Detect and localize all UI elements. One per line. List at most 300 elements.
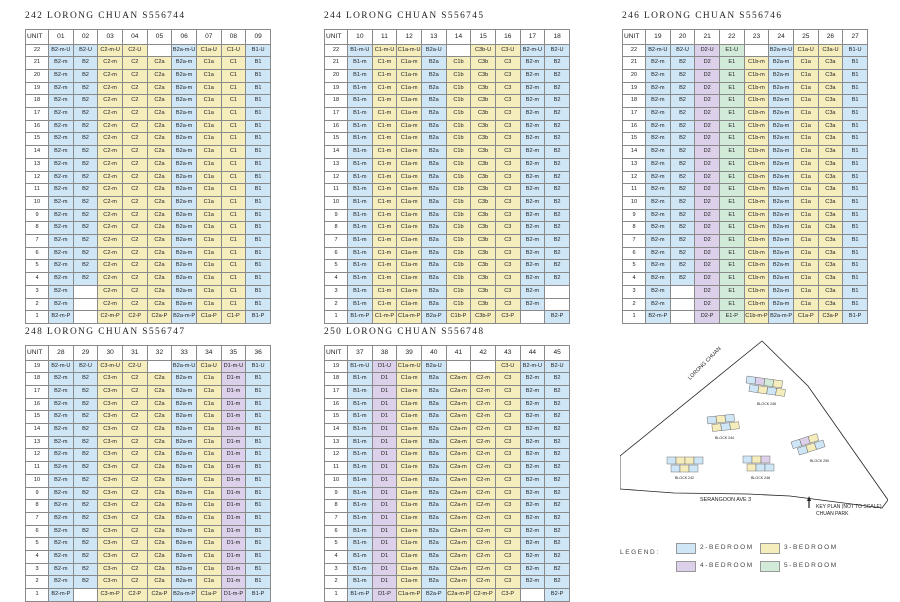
- unit-type-cell: D2-P: [695, 311, 720, 324]
- unit-type-cell: B2-m: [520, 95, 545, 108]
- unit-type-cell: C1b: [446, 196, 471, 209]
- unit-type-cell: B2a: [421, 474, 446, 487]
- unit-type-cell: C2-m: [471, 525, 496, 538]
- unit-type-cell: C3b: [471, 235, 496, 248]
- unit-type-cell: B2-m: [646, 273, 671, 286]
- unit-type-cell: C1a-m: [397, 285, 422, 298]
- unit-type-cell: B2a: [421, 285, 446, 298]
- unit-type-cell: C1-m: [372, 260, 397, 273]
- unit-type-cell: C3: [495, 487, 520, 500]
- unit-type-cell: B2: [545, 462, 570, 475]
- unit-type-cell: C1-m: [372, 158, 397, 171]
- unit-type-cell: B2: [73, 538, 98, 551]
- unit-type-cell: B2-m: [49, 158, 74, 171]
- unit-type-cell: C1: [221, 120, 246, 133]
- unit-type-cell: C3: [495, 500, 520, 513]
- unit-type-cell: C2: [122, 298, 147, 311]
- unit-type-cell: B2: [545, 424, 570, 437]
- floor-number: 14: [325, 146, 348, 159]
- unit-type-cell: C2-m: [98, 298, 123, 311]
- floor-number: 11: [325, 184, 348, 197]
- unit-type-cell: C1a: [196, 69, 221, 82]
- floor-row: [623, 146, 868, 159]
- unit-type-cell: B2: [73, 474, 98, 487]
- unit-type-cell: B2: [545, 551, 570, 564]
- unit-type-cell: B2a: [421, 449, 446, 462]
- unit-type-cell: C2: [122, 385, 147, 398]
- floor-row: [26, 474, 271, 487]
- unit-type-cell: C1-m: [372, 133, 397, 146]
- floor-row: [623, 82, 868, 95]
- unit-type-cell: C3: [495, 247, 520, 260]
- unit-type-cell: C1a: [196, 538, 221, 551]
- floor-row: [26, 108, 271, 121]
- unit-type-cell: B1: [246, 487, 271, 500]
- floor-row: [26, 449, 271, 462]
- unit-type-cell: D1-m: [221, 512, 246, 525]
- unit-type-cell: C2: [122, 184, 147, 197]
- unit-type-cell: D1: [372, 487, 397, 500]
- floor-row: [623, 260, 868, 273]
- unit-type-cell: C2: [122, 424, 147, 437]
- unit-type-cell: C3: [495, 273, 520, 286]
- unit-type-cell: B2: [545, 273, 570, 286]
- floor-number: 13: [26, 158, 49, 171]
- unit-type-cell: C2: [122, 398, 147, 411]
- floor-row: [26, 184, 271, 197]
- floor-number: 7: [623, 235, 646, 248]
- unit-type-cell: C2: [122, 576, 147, 589]
- unit-type-cell: C1a-m: [397, 436, 422, 449]
- unit-type-cell: B1-m: [348, 235, 373, 248]
- unit-type-cell: B2-m: [49, 222, 74, 235]
- unit-type-cell: C1a: [196, 184, 221, 197]
- floor-number: 6: [26, 525, 49, 538]
- unit-corner-label: UNIT: [623, 30, 646, 45]
- unit-type-cell: C3b: [471, 260, 496, 273]
- unit-type-cell: C3: [495, 69, 520, 82]
- unit-corner-label: UNIT: [325, 30, 348, 45]
- unit-type-cell: C2-m: [98, 222, 123, 235]
- unit-number: 35: [221, 346, 246, 361]
- floor-number: 16: [26, 398, 49, 411]
- unit-type-cell: B1: [246, 411, 271, 424]
- unit-type-cell: B1: [843, 222, 868, 235]
- unit-type-cell: B2: [73, 120, 98, 133]
- unit-type-cell: B2a: [421, 171, 446, 184]
- unit-type-cell: C1a-U: [196, 360, 221, 373]
- floor-number: 14: [26, 146, 49, 159]
- floor-number: 11: [26, 462, 49, 475]
- unit-type-cell: B2: [545, 373, 570, 386]
- unit-type-cell: B2: [73, 184, 98, 197]
- legend-swatch: [676, 543, 696, 554]
- unit-type-cell: C1a: [196, 235, 221, 248]
- unit-type-cell: [545, 298, 570, 311]
- unit-type-cell: C2-m: [98, 82, 123, 95]
- unit-type-cell: C3a: [818, 260, 843, 273]
- unit-type-cell: D1: [372, 576, 397, 589]
- floor-number: 16: [26, 120, 49, 133]
- unit-type-cell: C2a: [147, 69, 172, 82]
- floor-number: 5: [26, 538, 49, 551]
- unit-number: 34: [196, 346, 221, 361]
- legend-swatch: [760, 561, 780, 572]
- unit-type-cell: B2-m: [49, 538, 74, 551]
- floor-number: 6: [26, 247, 49, 260]
- unit-type-cell: B2-m: [49, 436, 74, 449]
- unit-type-cell: C1: [221, 285, 246, 298]
- unit-type-cell: B1: [246, 285, 271, 298]
- unit-type-cell: B2a: [421, 436, 446, 449]
- unit-type-cell: B2a-m: [172, 196, 197, 209]
- unit-type-cell: B2-m: [520, 424, 545, 437]
- unit-type-cell: B2-m: [49, 184, 74, 197]
- unit-type-cell: D1-m: [221, 551, 246, 564]
- unit-number: 33: [172, 346, 197, 361]
- unit-type-cell: D1-m: [221, 373, 246, 386]
- unit-type-cell: [446, 360, 471, 373]
- floor-number: 7: [26, 235, 49, 248]
- unit-type-cell: C1a-m: [397, 551, 422, 564]
- unit-type-cell: C1a: [196, 95, 221, 108]
- unit-type-cell: B1: [843, 298, 868, 311]
- floor-row: [325, 133, 570, 146]
- unit-type-cell: C2: [122, 487, 147, 500]
- unit-type-cell: B2a-m: [172, 525, 197, 538]
- unit-type-cell: C1-m: [372, 171, 397, 184]
- unit-type-cell: [520, 589, 545, 602]
- floor-number: 9: [623, 209, 646, 222]
- unit-type-cell: C3-P: [495, 311, 520, 324]
- unit-type-cell: B2a: [421, 235, 446, 248]
- unit-type-cell: C2a: [147, 411, 172, 424]
- unit-type-cell: C1a-m: [397, 563, 422, 576]
- unit-type-cell: B2-P: [545, 311, 570, 324]
- unit-type-cell: B2a-m: [172, 184, 197, 197]
- floor-row: [623, 209, 868, 222]
- unit-type-cell: B2: [545, 474, 570, 487]
- unit-type-cell: B2: [545, 222, 570, 235]
- unit-type-cell: C1b-m: [744, 222, 769, 235]
- unit-type-cell: B2-m-U: [646, 44, 671, 57]
- unit-type-cell: B2-m: [49, 285, 74, 298]
- unit-type-cell: C2: [122, 525, 147, 538]
- floor-number: 6: [623, 247, 646, 260]
- unit-type-cell: C3a: [818, 285, 843, 298]
- unit-type-cell: D1: [372, 512, 397, 525]
- unit-type-cell: B2-m: [520, 171, 545, 184]
- unit-type-cell: B2a: [421, 273, 446, 286]
- unit-type-cell: C1a-m: [397, 158, 422, 171]
- unit-type-cell: C2a: [147, 563, 172, 576]
- unit-type-cell: B2a-m: [172, 260, 197, 273]
- floor-number: 5: [623, 260, 646, 273]
- unit-type-cell: B2-m: [520, 285, 545, 298]
- unit-type-cell: C1a-m: [397, 298, 422, 311]
- unit-type-cell: B2-m: [520, 500, 545, 513]
- unit-type-cell: C2a-m: [446, 373, 471, 386]
- unit-number: 16: [495, 30, 520, 45]
- floor-number: 16: [325, 120, 348, 133]
- unit-type-cell: C2-m: [471, 474, 496, 487]
- unit-type-cell: B2a: [421, 424, 446, 437]
- unit-type-cell: C3b: [471, 120, 496, 133]
- unit-type-cell: C2-m: [471, 411, 496, 424]
- unit-type-cell: B2: [73, 500, 98, 513]
- floor-number: 10: [325, 196, 348, 209]
- unit-type-cell: B1: [246, 462, 271, 475]
- unit-type-cell: C1a: [793, 158, 818, 171]
- unit-type-cell: C1a-m: [397, 487, 422, 500]
- unit-type-cell: C1a: [196, 385, 221, 398]
- unit-type-cell: B2: [73, 57, 98, 70]
- floor-row: [26, 69, 271, 82]
- floor-row: [623, 311, 868, 324]
- unit-type-cell: B2-m: [49, 449, 74, 462]
- unit-type-cell: C2a: [147, 120, 172, 133]
- unit-type-cell: C1a: [196, 424, 221, 437]
- unit-type-cell: D2-U: [695, 44, 720, 57]
- unit-type-cell: C2a: [147, 538, 172, 551]
- unit-type-cell: B2a-m: [769, 133, 794, 146]
- unit-type-cell: C2a: [147, 235, 172, 248]
- unit-type-cell: B2-m: [520, 82, 545, 95]
- floor-number: 17: [26, 108, 49, 121]
- unit-type-cell: B1: [246, 512, 271, 525]
- floor-row: [623, 298, 868, 311]
- unit-type-cell: D1: [372, 474, 397, 487]
- unit-type-cell: B2: [545, 146, 570, 159]
- unit-type-cell: C1b-P: [446, 311, 471, 324]
- unit-type-cell: C1b-m: [744, 133, 769, 146]
- unit-type-cell: C1b-m: [744, 247, 769, 260]
- unit-type-cell: B2a-m: [172, 209, 197, 222]
- floor-number: 21: [325, 57, 348, 70]
- unit-type-cell: B2: [545, 158, 570, 171]
- unit-type-cell: C1a-m: [397, 525, 422, 538]
- unit-type-cell: C2-m-U: [98, 44, 123, 57]
- unit-type-cell: C1a-m: [397, 398, 422, 411]
- unit-type-cell: B2a-m: [769, 260, 794, 273]
- unit-type-cell: B2a-m-U: [172, 44, 197, 57]
- unit-number: 03: [98, 30, 123, 45]
- unit-type-cell: C2: [122, 436, 147, 449]
- floor-row: [26, 260, 271, 273]
- floor-row: [325, 298, 570, 311]
- floor-row: [623, 108, 868, 121]
- unit-type-cell: C1b-m: [744, 146, 769, 159]
- legend-label: 4-BEDROOM: [700, 562, 754, 569]
- unit-type-cell: C1b: [446, 120, 471, 133]
- unit-type-cell: B2-m: [49, 69, 74, 82]
- unit-type-cell: B1-m: [348, 474, 373, 487]
- unit-type-cell: B2: [73, 82, 98, 95]
- unit-type-cell: B2a-m: [172, 120, 197, 133]
- floor-row: [26, 360, 271, 373]
- unit-type-cell: B2a-m: [769, 209, 794, 222]
- unit-type-cell: B2a: [421, 82, 446, 95]
- unit-type-cell: B2-m-U: [520, 360, 545, 373]
- unit-type-cell: C1b: [446, 209, 471, 222]
- unit-type-cell: C1a-m: [397, 235, 422, 248]
- unit-type-cell: C2: [122, 285, 147, 298]
- unit-type-cell: B2a-m: [769, 146, 794, 159]
- unit-type-cell: B1: [843, 196, 868, 209]
- unit-type-cell: B1-m: [348, 95, 373, 108]
- unit-type-cell: B2: [545, 247, 570, 260]
- unit-number: 42: [471, 346, 496, 361]
- unit-type-cell: C2a-m: [446, 385, 471, 398]
- unit-type-cell: C3a: [818, 184, 843, 197]
- unit-type-cell: B1: [246, 373, 271, 386]
- unit-type-cell: C1a: [793, 298, 818, 311]
- unit-type-cell: B2a: [421, 209, 446, 222]
- unit-type-cell: B2: [670, 82, 695, 95]
- unit-type-cell: B2a: [421, 108, 446, 121]
- floor-number: 4: [325, 273, 348, 286]
- unit-type-cell: B2a-m: [172, 82, 197, 95]
- unit-type-cell: C1a: [793, 235, 818, 248]
- unit-type-cell: B2-m: [49, 500, 74, 513]
- floor-number: 7: [26, 512, 49, 525]
- unit-type-cell: B2: [670, 171, 695, 184]
- unit-type-cell: B2-m: [49, 133, 74, 146]
- unit-type-cell: C1a-m: [397, 171, 422, 184]
- floor-row: [325, 538, 570, 551]
- unit-type-cell: C3-m: [98, 563, 123, 576]
- unit-type-cell: C3b: [471, 273, 496, 286]
- unit-grid: [324, 345, 570, 602]
- unit-type-cell: D1-m: [221, 525, 246, 538]
- unit-type-cell: B1-m-U: [348, 360, 373, 373]
- unit-type-cell: C3-m: [98, 449, 123, 462]
- unit-type-cell: C2: [122, 273, 147, 286]
- unit-grid: [25, 345, 271, 602]
- unit-type-cell: B2-m: [49, 120, 74, 133]
- unit-type-cell: C2: [122, 82, 147, 95]
- unit-type-cell: C3: [495, 551, 520, 564]
- unit-type-cell: B2: [670, 247, 695, 260]
- unit-type-cell: C1a: [793, 273, 818, 286]
- floor-row: [325, 196, 570, 209]
- unit-type-cell: C2a: [147, 449, 172, 462]
- unit-type-cell: C2-m: [98, 285, 123, 298]
- unit-type-cell: C2-m: [471, 487, 496, 500]
- unit-type-cell: C2-m: [471, 398, 496, 411]
- unit-type-cell: B2: [670, 260, 695, 273]
- unit-type-cell: B2-m: [646, 247, 671, 260]
- unit-type-cell: B2: [545, 512, 570, 525]
- unit-type-cell: B1: [246, 500, 271, 513]
- unit-type-cell: B2-m: [520, 487, 545, 500]
- road-label: LORONG CHUAN: [687, 346, 723, 382]
- unit-type-cell: E1: [719, 260, 744, 273]
- unit-type-cell: B1-P: [843, 311, 868, 324]
- legend-label: 2-BEDROOM: [700, 544, 754, 551]
- unit-type-cell: C1b: [446, 235, 471, 248]
- unit-type-cell: B2-m: [520, 462, 545, 475]
- unit-type-cell: C1: [221, 133, 246, 146]
- unit-type-cell: B2a: [421, 222, 446, 235]
- unit-type-cell: B2: [73, 69, 98, 82]
- unit-type-cell: C2-m: [471, 563, 496, 576]
- unit-type-cell: B1-m: [348, 158, 373, 171]
- unit-type-cell: C1a: [793, 247, 818, 260]
- unit-type-cell: B1: [246, 298, 271, 311]
- unit-type-cell: D1: [372, 551, 397, 564]
- unit-type-cell: B2-m: [49, 424, 74, 437]
- floor-row: [325, 273, 570, 286]
- unit-type-cell: C2: [122, 133, 147, 146]
- unit-type-cell: B2-m: [49, 551, 74, 564]
- unit-type-cell: B2: [670, 158, 695, 171]
- floor-number: 5: [325, 260, 348, 273]
- unit-type-cell: C2-m: [98, 57, 123, 70]
- unit-type-cell: C1a: [196, 474, 221, 487]
- floor-row: [26, 209, 271, 222]
- floor-row: [26, 196, 271, 209]
- unit-type-cell: B1-m: [348, 373, 373, 386]
- unit-type-cell: B1: [843, 69, 868, 82]
- unit-type-cell: D1-m: [221, 474, 246, 487]
- unit-type-cell: C1-m: [372, 57, 397, 70]
- floor-row: [623, 57, 868, 70]
- unit-type-cell: C1-m: [372, 209, 397, 222]
- unit-type-cell: C1a-m: [397, 120, 422, 133]
- unit-type-cell: B1-m: [348, 196, 373, 209]
- unit-type-cell: B2-m: [520, 525, 545, 538]
- unit-type-cell: B2: [73, 436, 98, 449]
- unit-type-cell: [744, 44, 769, 57]
- unit-type-cell: C2-m: [471, 576, 496, 589]
- unit-type-cell: C3b: [471, 69, 496, 82]
- unit-type-cell: C1b: [446, 57, 471, 70]
- unit-type-cell: C2a: [147, 158, 172, 171]
- unit-type-cell: B2-m: [646, 298, 671, 311]
- unit-type-cell: B2a: [421, 385, 446, 398]
- unit-type-cell: C3: [495, 474, 520, 487]
- legend-label: 5-BEDROOM: [784, 562, 838, 569]
- unit-type-cell: E1-P: [719, 311, 744, 324]
- unit-type-cell: C1b: [446, 222, 471, 235]
- unit-type-cell: C1b-m: [744, 184, 769, 197]
- unit-type-cell: B2-m: [520, 398, 545, 411]
- unit-type-cell: E1: [719, 171, 744, 184]
- legend-swatch: [676, 561, 696, 572]
- unit-number: 13: [421, 30, 446, 45]
- unit-type-cell: C1a: [196, 462, 221, 475]
- unit-type-cell: C1a: [196, 487, 221, 500]
- unit-type-cell: D1-m: [221, 385, 246, 398]
- unit-type-cell: C2: [122, 209, 147, 222]
- unit-type-cell: B1-m: [348, 57, 373, 70]
- unit-type-cell: C2a-m: [446, 551, 471, 564]
- unit-type-cell: C2a: [147, 512, 172, 525]
- unit-type-cell: E1: [719, 285, 744, 298]
- unit-type-cell: C1b-m: [744, 171, 769, 184]
- floor-row: [325, 525, 570, 538]
- floor-number: 4: [26, 551, 49, 564]
- unit-type-cell: C3b: [471, 146, 496, 159]
- unit-type-cell: C3b: [471, 184, 496, 197]
- unit-type-cell: B1: [246, 424, 271, 437]
- unit-type-cell: C1b: [446, 298, 471, 311]
- unit-type-cell: C1-U: [221, 44, 246, 57]
- unit-type-cell: C3a: [818, 57, 843, 70]
- unit-type-cell: [73, 589, 98, 602]
- unit-type-cell: D1-m: [221, 411, 246, 424]
